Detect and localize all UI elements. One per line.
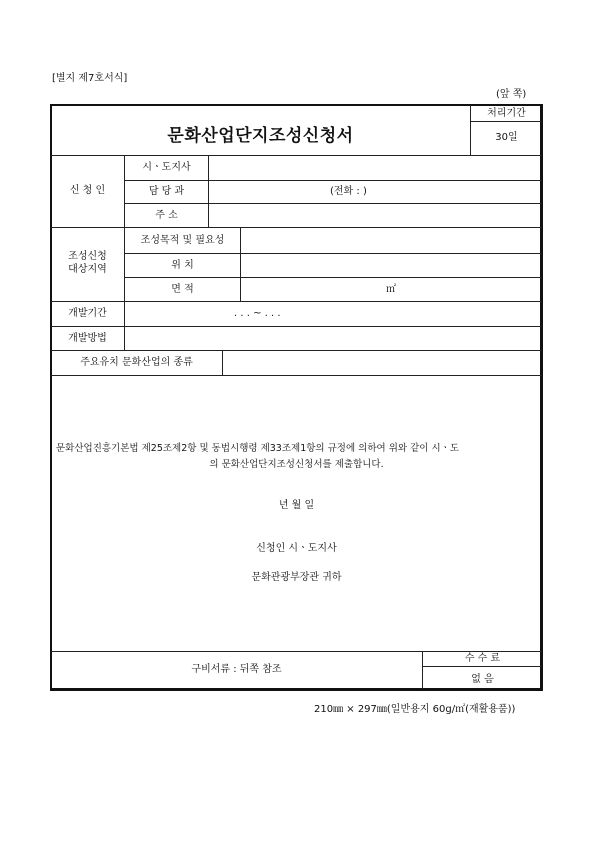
applicant-row3-label: 주 소: [155, 210, 178, 221]
applicant-phone: (전화 : ): [330, 186, 367, 197]
area-group-label-1: 조성신청: [68, 251, 107, 262]
area-group-label-2: 대상지역: [68, 264, 107, 275]
divider: [470, 121, 542, 122]
dev-method-label: 개발방법: [68, 333, 107, 344]
side-note: (앞 쪽): [496, 89, 527, 100]
processing-value: 30일: [495, 132, 518, 143]
applicant-row1-label: 시ㆍ도지사: [142, 162, 191, 173]
applicant-row2-label: 담 당 과: [148, 186, 185, 197]
divider: [51, 651, 542, 652]
attachments-note: 구비서류 : 뒤쪽 참조: [191, 664, 282, 675]
area-unit: ㎡: [386, 284, 396, 295]
divider: [422, 666, 542, 667]
date-line: 년 월 일: [278, 500, 315, 511]
applicant-group-label: 신 청 인: [69, 185, 106, 196]
declaration-line-2: 의 문화산업단지조성신청서를 제출합니다.: [209, 459, 384, 470]
divider: [51, 350, 542, 351]
fee-value: 없 음: [471, 674, 494, 685]
divider: [208, 156, 209, 227]
area-row1-label: 조성목적 및 필요성: [140, 235, 225, 246]
area-row3-label: 면 적: [171, 284, 194, 295]
divider: [222, 351, 223, 375]
signer-line: 신청인 시ㆍ도지사: [256, 543, 337, 554]
paper-spec: 210㎜ × 297㎜(일반용지 60g/㎡(재활용품)): [314, 704, 516, 715]
divider: [51, 375, 542, 376]
divider: [124, 203, 542, 204]
dev-period-label: 개발기간: [68, 308, 107, 319]
dev-period-value: . . . ~ . . .: [234, 308, 281, 319]
fee-label: 수 수 료: [464, 653, 501, 664]
area-row2-label: 위 치: [171, 260, 194, 271]
form-code: [별지 제7호서식]: [52, 73, 128, 84]
divider: [124, 156, 125, 350]
declaration-line-1: 문화산업진흥기본법 제25조제2항 및 동법시행령 제33조제1항의 규정에 의하여 위와 같이 시ㆍ도: [56, 443, 459, 454]
form-title: 문화산업단지조성신청서: [167, 126, 354, 146]
divider: [124, 180, 542, 181]
main-industry-label: 주요유치 문화산업의 종류: [80, 357, 193, 368]
divider: [124, 277, 542, 278]
recipient: 문화관광부장관 귀하: [251, 572, 342, 583]
divider: [124, 253, 542, 254]
divider: [240, 228, 241, 301]
processing-label: 처리기간: [487, 108, 526, 119]
